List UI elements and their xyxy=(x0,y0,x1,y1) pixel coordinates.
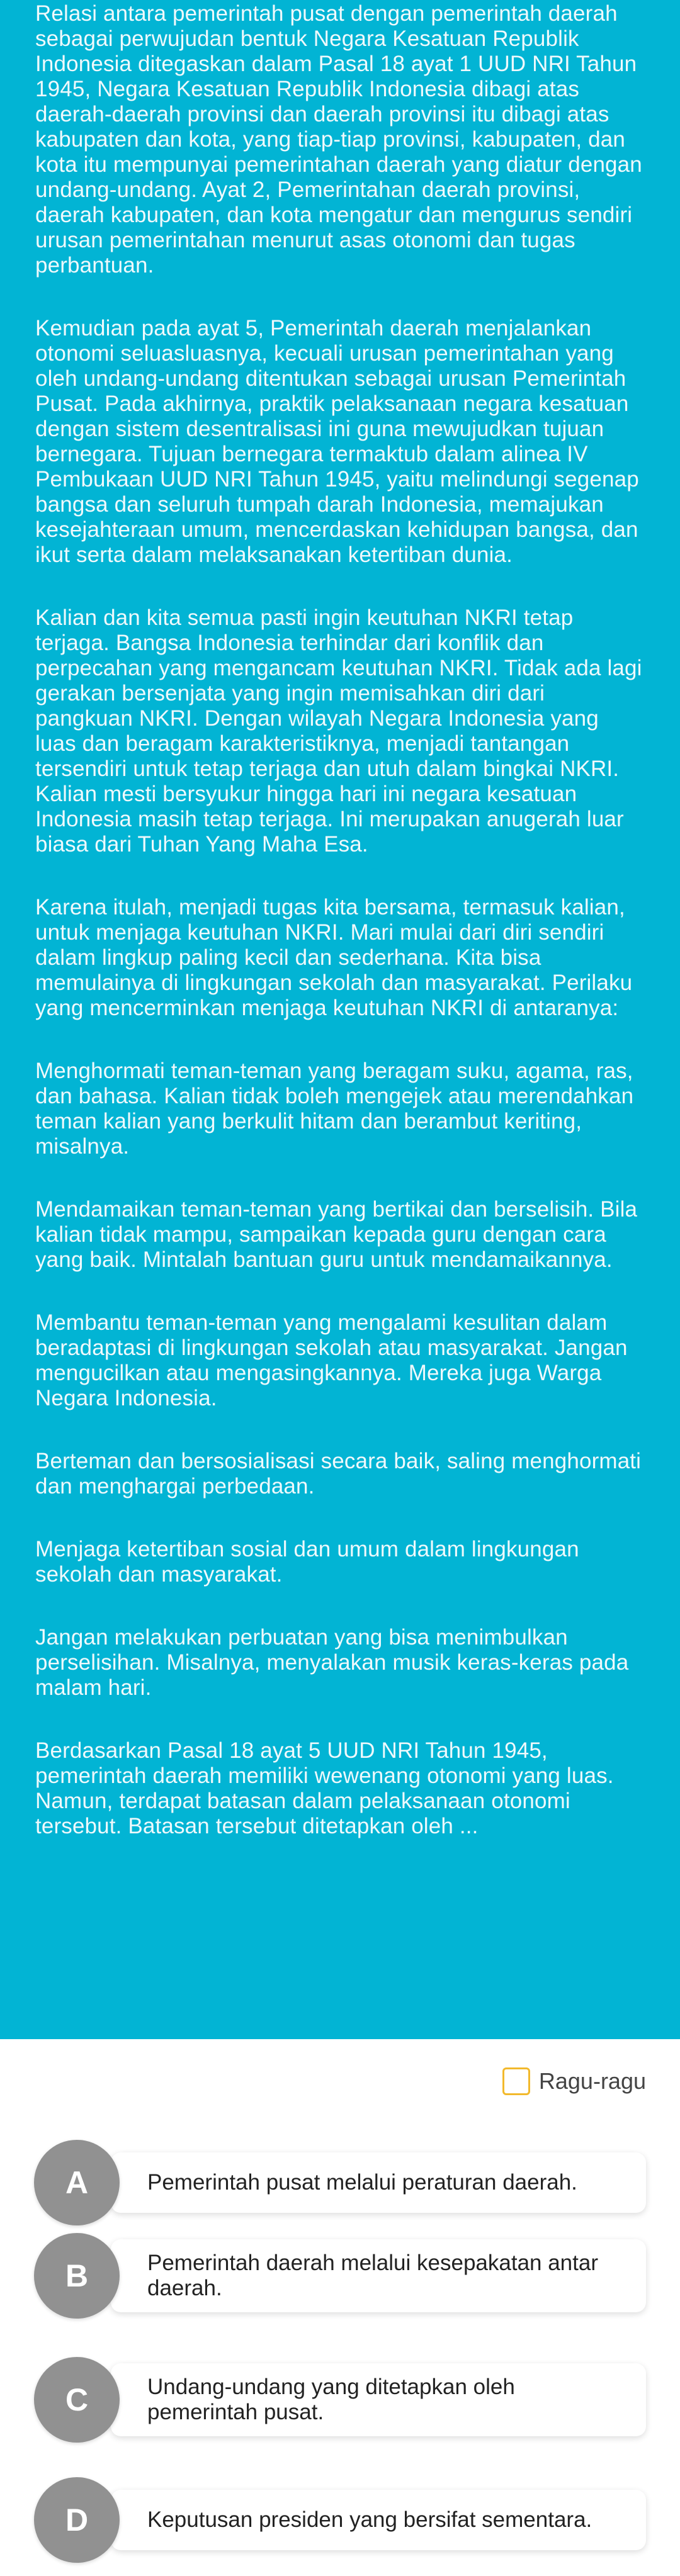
passage-paragraph: Mendamaikan teman-teman yang bertikai dan berselisih. Bila kalian tidak mampu, sampaikan kepada guru dengan cara yang baik. Mintalah bantuan guru untuk mendamaikannya. xyxy=(35,1197,638,1272)
ragu-ragu-label: Ragu-ragu xyxy=(538,2068,646,2094)
passage-paragraph: Karena itulah, menjadi tugas kita bersama, termasuk kalian, untuk menjaga keutuhan NKRI. Mari mulai dari diri sendiri dalam lingkup paling kecil dan sederhana. Kita bisa memulainya di lingkungan sekolah dan masyarakat. Perilaku yang mencerminkan menjaga keutuhan NKRI di antaranya: xyxy=(35,895,633,1020)
passage-paragraph: Menghormati teman-teman yang beragam suku, agama, ras, dan bahasa. Kalian tidak boleh mengejek atau merendahkan teman kalian yang berkulit hitam dan berambut keriting, misalnya. xyxy=(35,1059,634,1159)
question-stem: Berdasarkan Pasal 18 ayat 5 UUD NRI Tahun 1945, pemerintah daerah memiliki wewenang otonomi yang luas. Namun, terdapat batasan dalam pelaksanaan otonomi tersebut. Batasan tersebut ditetapkan oleh ... xyxy=(35,1738,614,1838)
passage-paragraph: Menjaga ketertiban sosial dan umum dalam lingkungan sekolah dan masyarakat. xyxy=(35,1537,579,1587)
ragu-ragu-toggle[interactable] xyxy=(502,2067,646,2095)
ragu-ragu-checkbox[interactable] xyxy=(502,2067,530,2095)
passage-paragraph: Relasi antara pemerintah pusat dengan pemerintah daerah sebagai perwujudan bentuk Negara Kesatuan Republik Indonesia ditegaskan dalam Pasal 18 ayat 1 UUD NRI Tahun 1945, Negara Kesatuan Republik Indonesia dibagi atas daerah-daerah provinsi dan daerah provinsi itu dibagi atas kabupaten dan kota, yang tiap-tiap provinsi, kabupaten, dan kota itu mempunyai pemerintahan daerah yang diatur dengan undang-undang. Ayat 2, Pemerintahan daerah provinsi, daerah kabupaten, dan kota mengatur dan mengurus sendiri urusan pemerintahan menurut asas otonomi dan tugas perbantuan. xyxy=(35,1,642,278)
option-b-letter-badge[interactable]: B xyxy=(34,2233,120,2319)
option-b-card[interactable] xyxy=(111,2239,646,2312)
option-c-letter-badge[interactable]: C xyxy=(34,2357,120,2443)
passage-text xyxy=(35,0,645,1839)
option-d-card[interactable] xyxy=(111,2490,646,2550)
option-a-letter-badge[interactable]: A xyxy=(34,2140,120,2225)
passage-paragraph: Kalian dan kita semua pasti ingin keutuhan NKRI tetap terjaga. Bangsa Indonesia terhindar dari konflik dan perpecahan yang mengancam keutuhan NKRI. Tidak ada lagi gerakan bersenjata yang ingin memisahkan diri dari pangkuan NKRI. Dengan wilayah Negara Indonesia yang luas dan beragam karakteristiknya, menjadi tantangan tersendiri untuk tetap terjaga dan utuh dalam bingkai NKRI. Kalian mesti bersyukur hingga hari ini negara kesatuan Indonesia masih tetap terjaga. Ini merupakan anugerah luar biasa dari Tuhan Yang Maha Esa. xyxy=(35,605,642,857)
option-a-text: Pemerintah pusat melalui peraturan daerah. xyxy=(147,2170,577,2195)
option-b-text: Pemerintah daerah melalui kesepakatan antar daerah. xyxy=(147,2251,598,2300)
option-c-card[interactable] xyxy=(111,2363,646,2436)
option-d-letter-badge[interactable]: D xyxy=(34,2477,120,2563)
passage-paragraph: Kemudian pada ayat 5, Pemerintah daerah menjalankan otonomi seluasluasnya, kecuali urusan pemerintahan yang oleh undang-undang ditentukan sebagai urusan Pemerintah Pusat. Pada akhirnya, praktik pelaksanaan negara kesatuan dengan sistem desentralisasi ini guna mewujudkan tujuan bernegara. Tujuan bernegara termaktub dalam alinea IV Pembukaan UUD NRI Tahun 1945, yaitu melindungi segenap bangsa dan seluruh tumpah darah Indonesia, memajukan kesejahteraan umum, mencerdaskan kehidupan bangsa, dan ikut serta dalam melaksanakan ketertiban dunia. xyxy=(35,316,639,567)
passage-paragraph: Berteman dan bersosialisasi secara baik, saling menghormati dan menghargai perbedaan. xyxy=(35,1449,642,1499)
passage-paragraph: Membantu teman-teman yang mengalami kesulitan dalam beradaptasi di lingkungan sekolah atau masyarakat. Jangan mengucilkan atau mengasingkannya. Mereka juga Warga Negara Indonesia. xyxy=(35,1310,628,1410)
option-d-text: Keputusan presiden yang bersifat sementara. xyxy=(147,2507,592,2532)
option-a-card[interactable] xyxy=(111,2152,646,2213)
option-c-text: Undang-undang yang ditetapkan oleh pemerintah pusat. xyxy=(147,2375,515,2424)
passage-paragraph: Jangan melakukan perbuatan yang bisa menimbulkan perselisihan. Misalnya, menyalakan musik keras-keras pada malam hari. xyxy=(35,1625,629,1700)
